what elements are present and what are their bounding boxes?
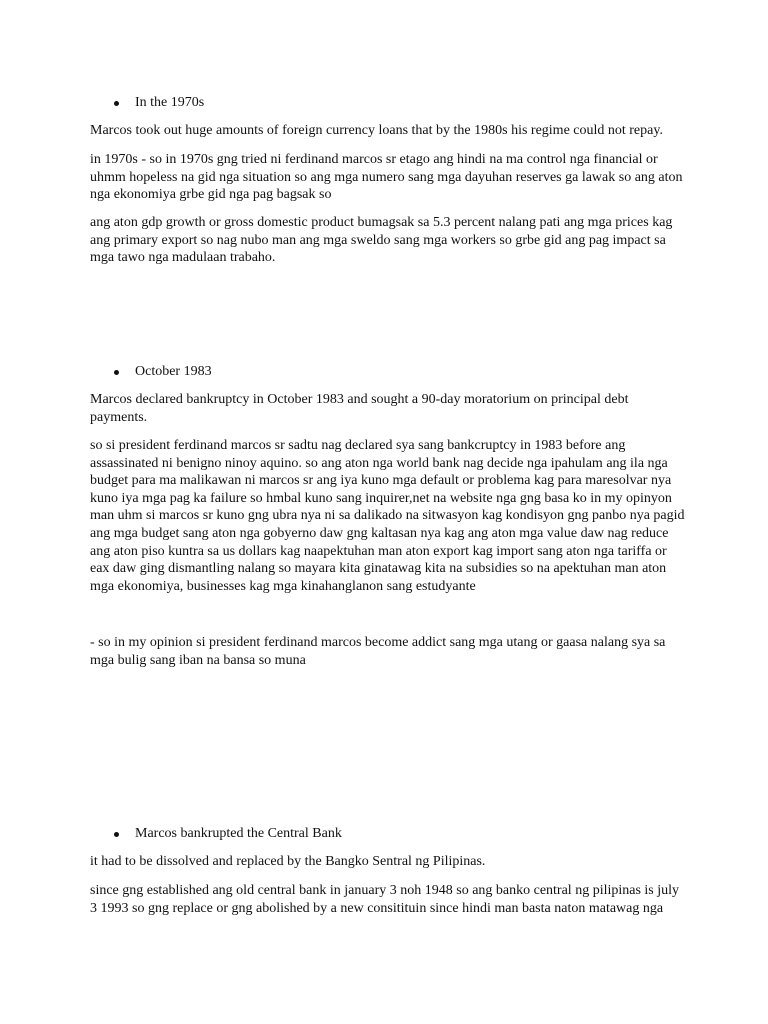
paragraph: in 1970s - so in 1970s gng tried ni ferdinand marcos sr etago ang hindi na ma control nga financial or uhmm hopeless na gid nga situation so ang mga numero sang mga dayuhan reserves ga lawak so ang aton nga ekonomiya grbe gid nga pag bagsak so	[90, 152, 683, 203]
paragraph: - so in my opinion si president ferdinand marcos become addict sang mga utang or gaasa nalang sya sa mga bulig sang iban na bansa so muna	[90, 635, 666, 668]
paragraph: so si president ferdinand marcos sr sadtu nag declared sya sang bankcruptcy in 1983 before ang assassinated ni benigno ninoy aquino. so ang aton nga world bank nag decide nga ipahulam ang ila nga budget para ma malikawan ni marcos sr ang iya kuno mga default or problema kag para maresolvar nya kuno iya mga pag ka failure so hmbal kuno sang inquirer,net na website nga gng basa ko in my opinyon man uhm si marcos sr kuno gng ubra nya ni sa dalikado na sitwasyon kag kondisyon gng panbo nya pagid ang mga budget sang aton nga gobyerno daw gng kaltasan nya kag ang aton mga value daw nag reduce ang aton piso kuntra sa us dollars kag naapektuhan man aton export kag import sang aton nga tariffa or eax daw ging dismantling nalang so mayara kita ginatawag kita na subsidies so na apektuhan man aton mga ekonomiya, businesses kag mga kinahanglanon sang estudyante	[90, 438, 685, 594]
bullet-heading-october-1983	[114, 363, 212, 381]
bullet-icon	[114, 101, 119, 106]
bullet-heading-1970s	[114, 94, 204, 112]
section-heading: Marcos bankrupted the Central Bank	[135, 826, 342, 841]
paragraph: ang aton gdp growth or gross domestic product bumagsak sa 5.3 percent nalang pati ang mga prices kag ang primary export so nag nubo man ang mga sweldo sang mga workers so grbe gid ang pag impact sa mga tawo nga madulaan trabaho.	[90, 215, 673, 266]
paragraph: Marcos declared bankruptcy in October 1983 and sought a 90-day moratorium on principal debt payments.	[90, 392, 629, 425]
section-heading: October 1983	[135, 364, 212, 379]
bullet-heading-central-bank	[114, 825, 342, 843]
section-heading: In the 1970s	[135, 95, 205, 110]
paragraph: since gng established ang old central bank in january 3 noh 1948 so ang banko central ng pilipinas is july 3 1993 so gng replace or gng abolished by a new consitituin since hindi man basta naton matawag nga	[90, 883, 680, 916]
paragraph: it had to be dissolved and replaced by the Bangko Sentral ng Pilipinas.	[90, 854, 486, 869]
bullet-icon	[114, 832, 119, 837]
bullet-icon	[114, 370, 119, 375]
paragraph: Marcos took out huge amounts of foreign currency loans that by the 1980s his regime could not repay.	[90, 123, 663, 138]
